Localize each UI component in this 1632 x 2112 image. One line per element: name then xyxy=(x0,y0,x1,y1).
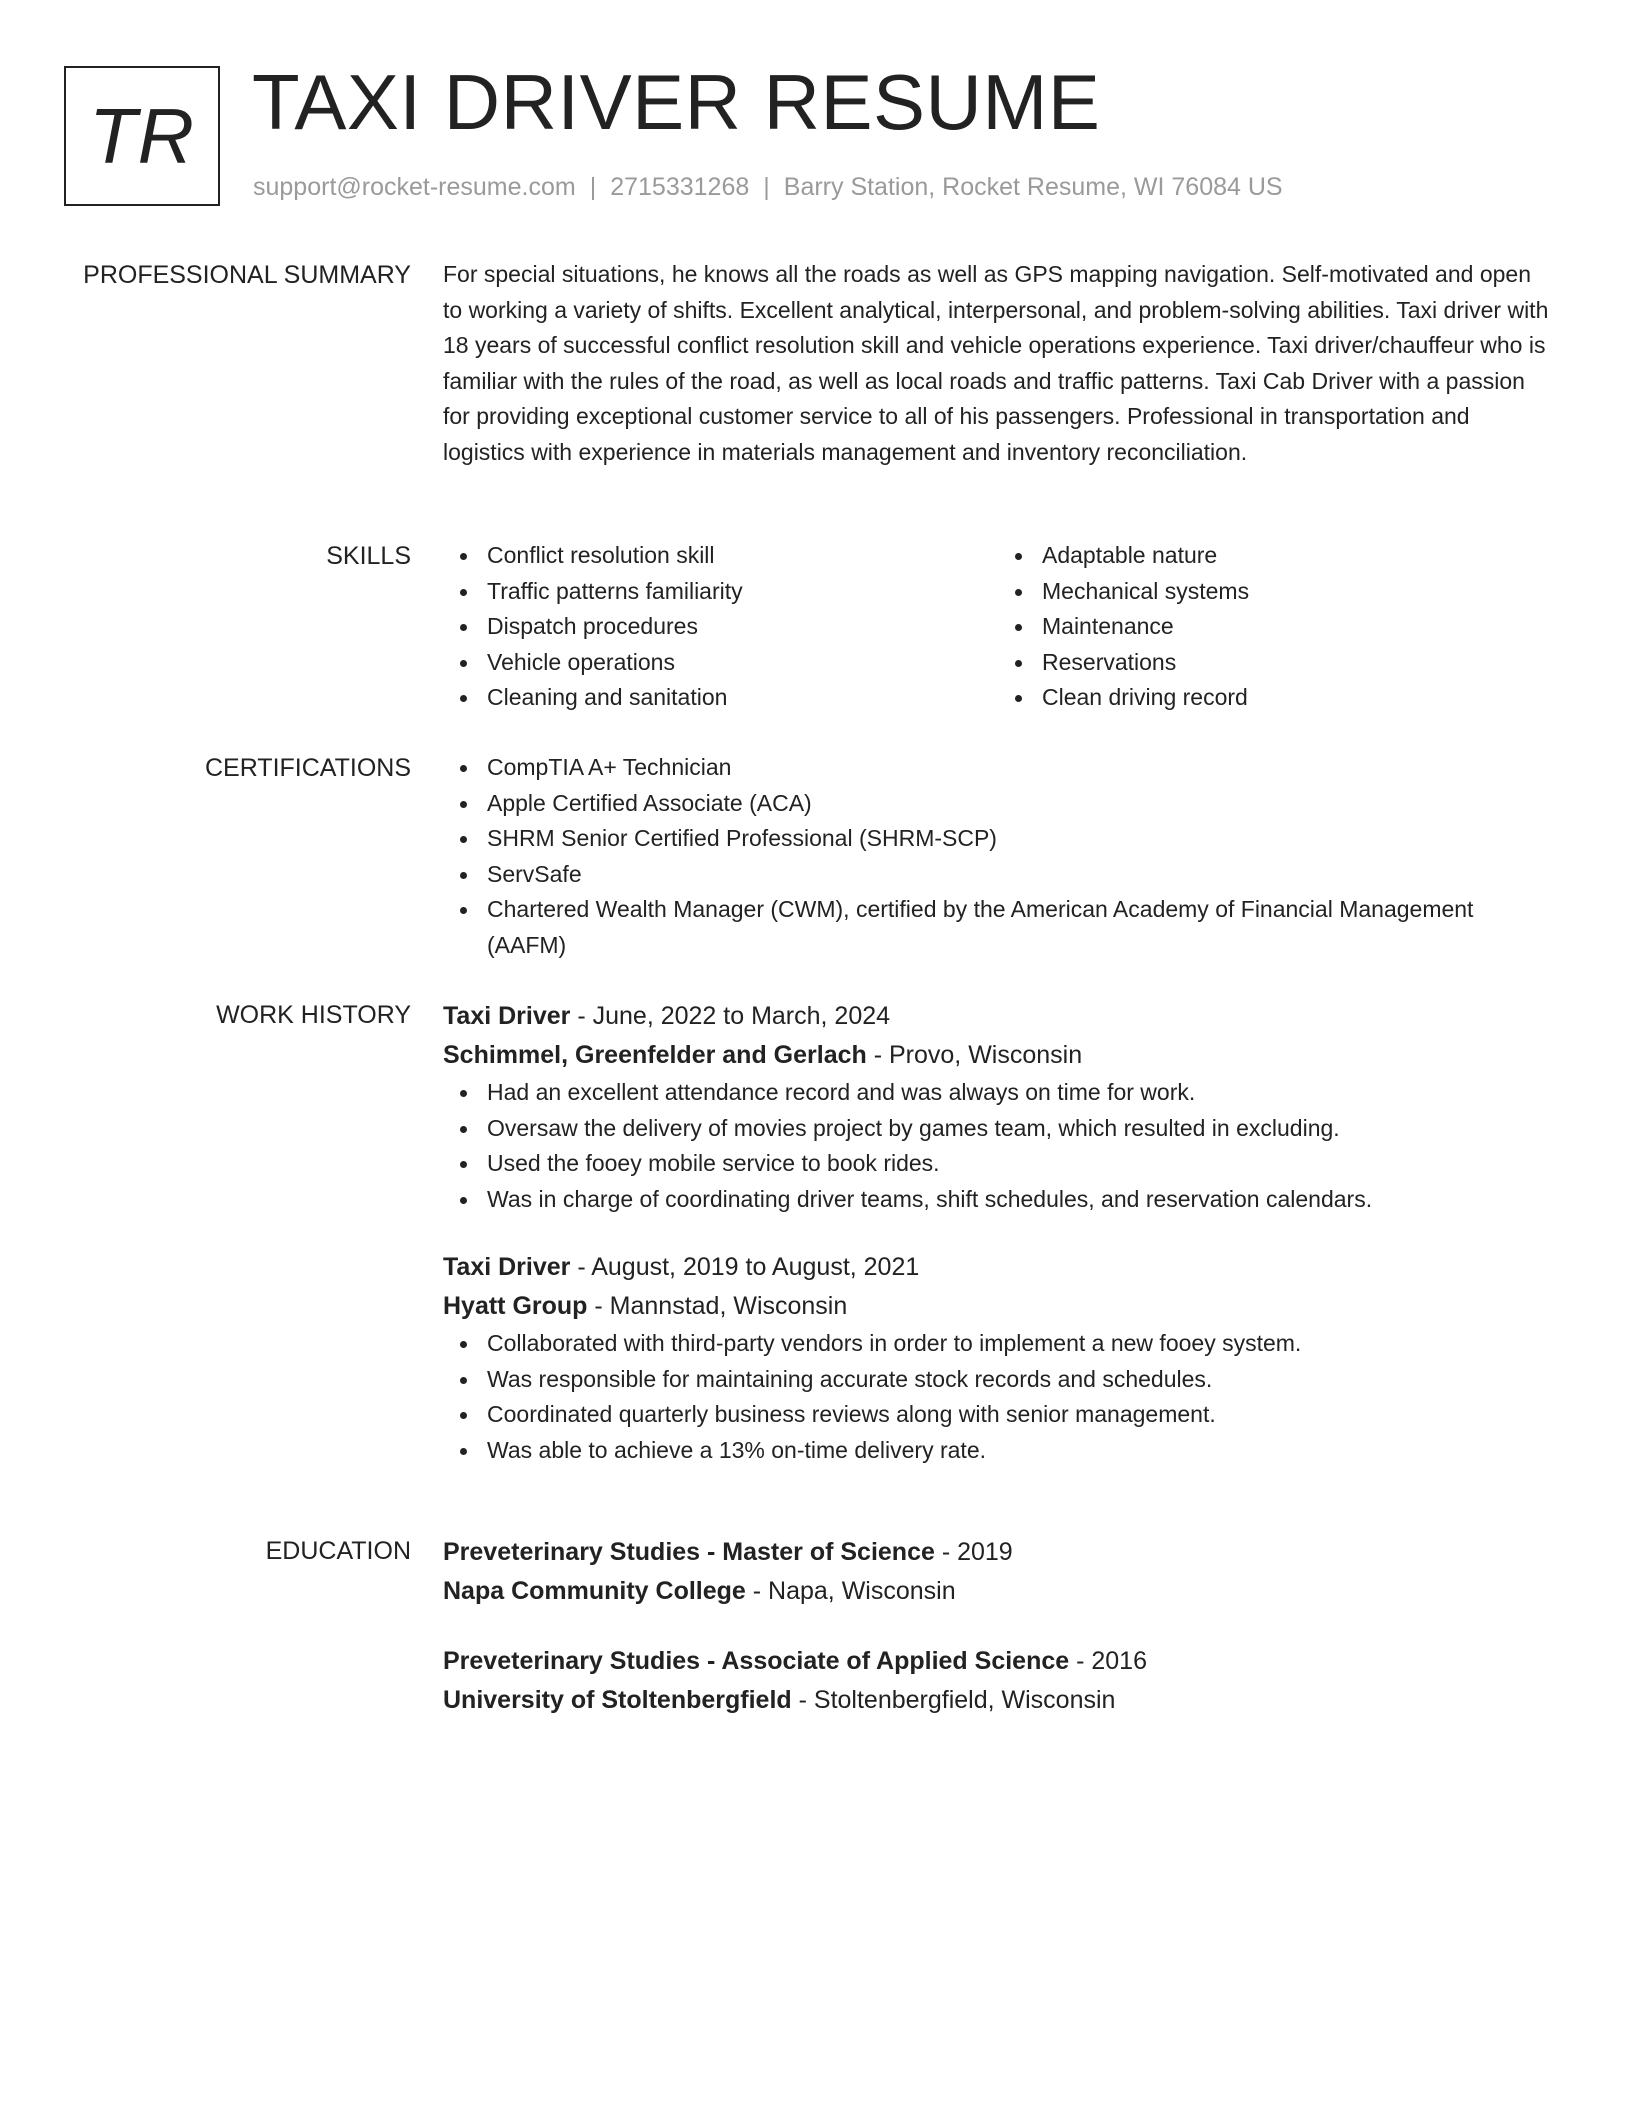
section-label-certifications: CERTIFICATIONS xyxy=(204,754,411,782)
work-history-body xyxy=(443,997,1553,1468)
job-duty-item: Had an excellent attendance record and was always on time for work. xyxy=(487,1075,1553,1111)
job-company-line xyxy=(443,1287,1553,1326)
degree-name: Preveterinary Studies - Associate of Applied Science xyxy=(443,1647,1070,1675)
certification-item: ServSafe xyxy=(487,857,1553,893)
contact-email[interactable]: support@rocket-resume.com xyxy=(253,173,576,201)
skills-column-left xyxy=(443,538,998,716)
section-label-education: EDUCATION xyxy=(265,1537,411,1565)
job-duty-item: Was responsible for maintaining accurate stock records and schedules. xyxy=(487,1362,1553,1398)
education-entry xyxy=(443,1642,1553,1720)
contact-phone[interactable]: 2715331268 xyxy=(610,173,750,201)
degree-line xyxy=(443,1533,1553,1572)
skill-item: Mechanical systems xyxy=(1042,574,1553,610)
job-duty-item: Was able to achieve a 13% on-time delivery rate. xyxy=(487,1433,1553,1469)
job-dates: - August, 2019 to August, 2021 xyxy=(570,1253,920,1281)
degree-year: - 2016 xyxy=(1069,1647,1147,1675)
skill-item: Reservations xyxy=(1042,645,1553,681)
degree-year: - 2019 xyxy=(934,1538,1013,1566)
summary-text: For special situations, he knows all the roads as well as GPS mapping navigation. Self-motivated and open to working a variety of shifts. Excellent analytical, interpersonal, and problem-solving abilities. Taxi driver with 18 years of successful conflict resolution skill and vehicle operations experience. Taxi driver/chauffeur who is familiar with the rules of the road, as well as local roads and traffic patterns. Taxi Cab Driver with a passion for providing exceptional customer service to all of his passengers. Professional in transportation and logistics with experience in materials management and inventory reconciliation. xyxy=(443,261,1549,465)
job-duty-item: Was in charge of coordinating driver teams, shift schedules, and reservation calendars. xyxy=(487,1182,1553,1218)
skill-item: Cleaning and sanitation xyxy=(487,680,998,716)
job-duty-item: Oversaw the delivery of movies project by games team, which resulted in excluding. xyxy=(487,1111,1553,1147)
school-location: - Stoltenbergfield, Wisconsin xyxy=(791,1686,1116,1714)
section-label-summary: PROFESSIONAL SUMMARY xyxy=(83,261,411,289)
certification-item: SHRM Senior Certified Professional (SHRM-SCP) xyxy=(487,821,1553,857)
skills-body xyxy=(443,538,1553,716)
section-label-work-history: WORK HISTORY xyxy=(216,1001,411,1029)
certifications-list xyxy=(443,750,1553,963)
skill-item: Dispatch procedures xyxy=(487,609,998,645)
certification-item: CompTIA A+ Technician xyxy=(487,750,1553,786)
skill-item: Maintenance xyxy=(1042,609,1553,645)
school-location: - Napa, Wisconsin xyxy=(745,1577,956,1605)
job-duties-list xyxy=(443,1075,1553,1217)
skill-item: Clean driving record xyxy=(1042,680,1553,716)
summary-body xyxy=(443,257,1553,470)
certification-item: Apple Certified Associate (ACA) xyxy=(487,786,1553,822)
certification-item: Chartered Wealth Manager (CWM), certified by the American Academy of Financial Management (AAFM) xyxy=(487,892,1553,963)
skill-item: Vehicle operations xyxy=(487,645,998,681)
monogram-initials: TR xyxy=(89,92,195,180)
job-duty-item: Coordinated quarterly business reviews along with senior management. xyxy=(487,1397,1553,1433)
degree-name: Preveterinary Studies - Master of Science xyxy=(443,1538,935,1566)
job-dates: - June, 2022 to March, 2024 xyxy=(570,1002,891,1030)
job-title: Taxi Driver xyxy=(443,1253,571,1281)
job-title: Taxi Driver xyxy=(443,1002,571,1030)
job-duty-item: Used the fooey mobile service to book rides. xyxy=(487,1146,1553,1182)
contact-separator: | xyxy=(589,173,597,201)
job-title-line xyxy=(443,1248,1553,1287)
skill-item: Conflict resolution skill xyxy=(487,538,998,574)
education-body xyxy=(443,1533,1553,1720)
contact-line xyxy=(253,173,1283,202)
school-line xyxy=(443,1572,1553,1611)
school-name: Napa Community College xyxy=(443,1577,746,1605)
monogram-box xyxy=(64,66,220,206)
section-label-skills: SKILLS xyxy=(326,542,411,570)
skill-item: Adaptable nature xyxy=(1042,538,1553,574)
job-entry xyxy=(443,1248,1553,1468)
skill-item: Traffic patterns familiarity xyxy=(487,574,998,610)
school-name: University of Stoltenbergfield xyxy=(443,1686,792,1714)
skills-grid xyxy=(443,538,1553,716)
job-title-line xyxy=(443,997,1553,1036)
school-line xyxy=(443,1681,1553,1720)
certifications-body xyxy=(443,750,1553,963)
job-entry xyxy=(443,997,1553,1217)
job-duty-item: Collaborated with third-party vendors in order to implement a new fooey system. xyxy=(487,1326,1553,1362)
job-company: Hyatt Group xyxy=(443,1292,588,1320)
education-entry xyxy=(443,1533,1553,1611)
contact-separator: | xyxy=(763,173,770,201)
job-location: - Provo, Wisconsin xyxy=(866,1041,1083,1069)
job-company: Schimmel, Greenfelder and Gerlach xyxy=(443,1041,867,1069)
skills-column-right xyxy=(998,538,1553,716)
contact-address: Barry Station, Rocket Resume, WI 76084 US xyxy=(783,173,1283,201)
resume-title: TAXI DRIVER RESUME xyxy=(252,58,1101,146)
job-company-line xyxy=(443,1036,1553,1075)
job-duties-list xyxy=(443,1326,1553,1468)
degree-line xyxy=(443,1642,1553,1681)
job-location: - Mannstad, Wisconsin xyxy=(587,1292,848,1320)
